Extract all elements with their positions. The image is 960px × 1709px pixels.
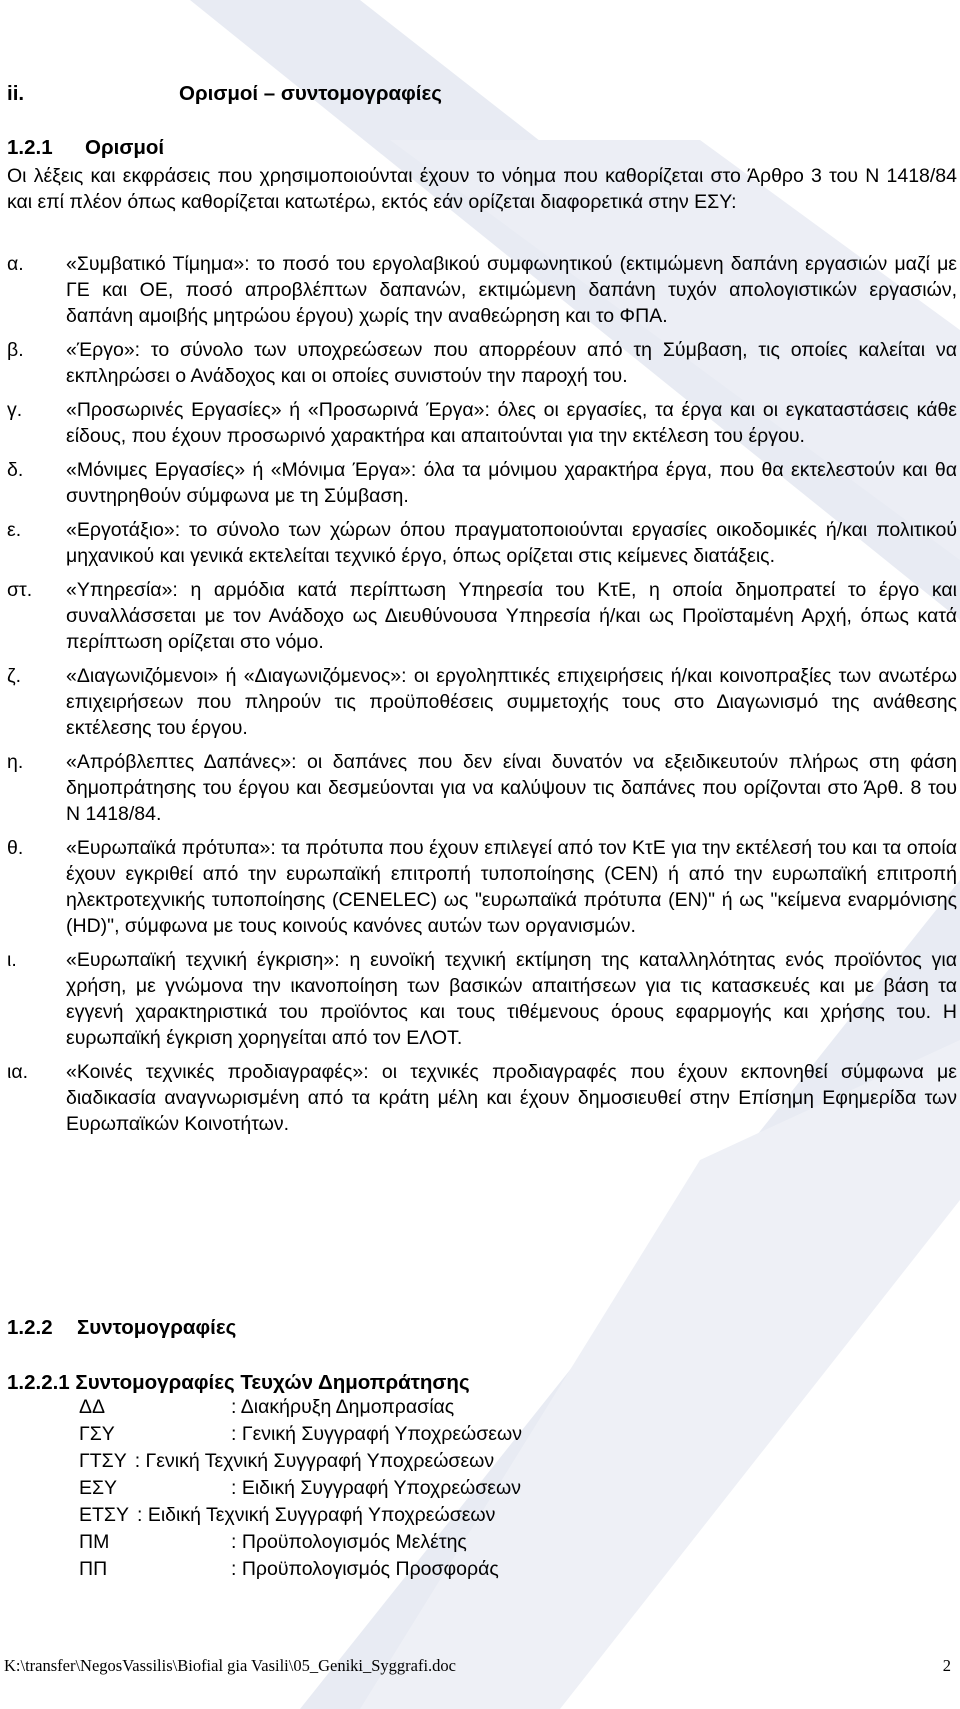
definition-label: θ. bbox=[7, 837, 24, 859]
definition-item bbox=[7, 517, 957, 569]
abbreviations-subheading: 1.2.2.1 Συντομογραφίες Τευχών Δημοπράτησης bbox=[7, 1371, 470, 1394]
abbreviation-code: ΠΠ bbox=[79, 1558, 108, 1580]
definition-label: β. bbox=[7, 339, 24, 361]
definition-item bbox=[7, 947, 957, 1051]
abbreviation-meaning: : Γενική Συγγραφή Υποχρεώσεων bbox=[231, 1423, 522, 1445]
abbreviation-meaning: : Προϋπολογισμός Μελέτης bbox=[231, 1531, 467, 1553]
definition-text: «Έργο»: το σύνολο των υποχρεώσεων που απορρέουν από τη Σύμβαση, τις οποίες καλείται να εκπληρώσει ο Ανάδοχος και οι οποίες συνιστούν την παροχή του. bbox=[66, 339, 957, 387]
definition-label: ι. bbox=[7, 949, 17, 971]
section-heading-title: Ορισμοί – συντομογραφίες bbox=[179, 82, 442, 105]
definition-item bbox=[7, 577, 957, 655]
definition-text: «Μόνιμες Εργασίες» ή «Μόνιμα Έργα»: όλα τα μόνιμου χαρακτήρα έργα, που θα εκτελεστούν και θα συντηρηθούν σύμφωνα με τη Σύμβαση. bbox=[66, 459, 957, 507]
definition-label: δ. bbox=[7, 459, 24, 481]
abbreviation-meaning: : Διακήρυξη Δημοπρασίας bbox=[231, 1396, 455, 1418]
definition-item bbox=[7, 1059, 957, 1137]
abbreviation-code: ΕΤΣΥ bbox=[79, 1504, 129, 1526]
definition-text: «Διαγωνιζόμενοι» ή «Διαγωνιζόμενος»: οι εργοληπτικές επιχειρήσεις ή/και κοινοπραξίες των ανωτέρω επιχειρήσεων που πληρούν τις προϋποθέσεις συμμετοχής τους στο Διαγωνισμό της ανάθεσης εκτέλεσης του έργου. bbox=[66, 665, 957, 739]
footer-page-number: 2 bbox=[942, 1656, 951, 1675]
abbreviation-row bbox=[79, 1502, 495, 1529]
abbreviations-heading bbox=[7, 1316, 236, 1340]
definition-item bbox=[7, 337, 957, 389]
definition-label: γ. bbox=[7, 399, 23, 421]
abbreviation-row bbox=[79, 1448, 495, 1475]
abbreviation-meaning: : Γενική Τεχνική Συγγραφή Υποχρεώσεων bbox=[134, 1450, 495, 1472]
definition-text: «Εργοτάξιο»: το σύνολο των χώρων όπου πραγματοποιούνται εργασίες οικοδομικές ή/και πολιτικού μηχανικού και γενικά εκτελείται τεχνικό έργο, όπως ορίζεται στις κείμενες διατάξεις. bbox=[66, 519, 957, 567]
abbreviation-meaning: : Ειδική Τεχνική Συγγραφή Υποχρεώσεων bbox=[136, 1504, 496, 1526]
definition-item bbox=[7, 749, 957, 827]
definitions-intro: Οι λέξεις και εκφράσεις που χρησιμοποιούνται έχουν το νόημα που καθορίζεται στο Άρθρο 3 του Ν 1418/84 και επί πλέον όπως καθορίζεται κατωτέρω, εκτός εάν ορίζεται διαφορετικά στην ΕΣΥ: bbox=[7, 165, 957, 213]
definitions-number: 1.2.1 bbox=[7, 136, 53, 159]
definition-item bbox=[7, 251, 957, 329]
abbreviation-row bbox=[79, 1475, 521, 1502]
abbreviation-meaning: : Ειδική Συγγραφή Υποχρεώσεων bbox=[231, 1477, 521, 1499]
section-heading-number: ii. bbox=[7, 82, 25, 105]
abbreviation-row bbox=[79, 1529, 495, 1556]
definitions-title: Ορισμοί bbox=[85, 136, 165, 159]
section-heading bbox=[7, 82, 442, 106]
definition-label: η. bbox=[7, 751, 24, 773]
definition-label: ζ. bbox=[7, 665, 22, 687]
definition-item bbox=[7, 835, 957, 939]
abbreviation-code: ΕΣΥ bbox=[79, 1477, 118, 1499]
definition-item bbox=[7, 397, 957, 449]
abbreviations-title: Συντομογραφίες bbox=[77, 1316, 237, 1339]
definition-text: «Ευρωπαϊκή τεχνική έγκριση»: η ευνοϊκή τεχνική εκτίμηση της καταλληλότητας ενός προϊόντος για χρήση, με γνώμονα την ικανοποίηση των βασικών απαιτήσεων για τις κατασκευές και με βάση τα εγγενή χαρακτηριστικά του προϊόντος και τους τιθέμενους όρους εφαρμογής και χρήσης του. Η ευρωπαϊκή έγκριση χορηγείται από τον ΕΛΟΤ. bbox=[66, 949, 957, 1049]
definition-label: ια. bbox=[7, 1061, 29, 1083]
abbreviation-code: ΠΜ bbox=[79, 1531, 110, 1553]
definitions-list bbox=[7, 251, 957, 1145]
definition-label: α. bbox=[7, 253, 24, 275]
definition-text: «Συμβατικό Τίμημα»: το ποσό του εργολαβικού συμφωνητικού (εκτιμώμενη δαπάνη εργασιών μαζί με ΓΕ και ΟΕ, ποσό απροβλέπτων δαπανών, εκτιμώμενη δαπάνη τυχόν απολογιστικών εργασιών, δαπάνη αμοιβής μητρώου έργου) χωρίς την αναθεώρηση και το ΦΠΑ. bbox=[66, 253, 957, 327]
definitions-heading bbox=[7, 136, 164, 160]
definition-text: «Απρόβλεπτες Δαπάνες»: οι δαπάνες που δεν είναι δυνατόν να εξειδικευτούν πλήρως στη φάση δημοπράτησης του έργου και δεσμεύονται για να καλύψουν τις δαπάνες που ορίζονται στο Άρθ. 8 του Ν 1418/84. bbox=[66, 751, 957, 825]
definition-text: «Κοινές τεχνικές προδιαγραφές»: οι τεχνικές προδιαγραφές που έχουν εκπονηθεί σύμφωνα με διαδικασία αναγνωρισμένη από τα κράτη μέλη και έχουν δημοσιευθεί στην Επίσημη Εφημερίδα των Ευρωπαϊκών Κοινοτήτων. bbox=[66, 1061, 957, 1135]
definition-label: ε. bbox=[7, 519, 22, 541]
definition-item bbox=[7, 663, 957, 741]
abbreviation-code: ΓΤΣΥ bbox=[79, 1450, 127, 1472]
footer-file-path: K:\transfer\NegosVassilis\Biofial gia Vasili\05_Geniki_Syggrafi.doc bbox=[4, 1656, 457, 1675]
definition-label: στ. bbox=[7, 579, 33, 601]
abbreviations-number: 1.2.2 bbox=[7, 1316, 53, 1339]
abbreviation-code: ΔΔ bbox=[79, 1396, 106, 1418]
abbreviation-code: ΓΣΥ bbox=[79, 1423, 115, 1445]
abbreviation-row bbox=[79, 1394, 495, 1421]
abbreviations-list bbox=[79, 1394, 522, 1583]
definition-text: «Ευρωπαϊκά πρότυπα»: τα πρότυπα που έχουν επιλεγεί από τον ΚτΕ για την εκτέλεσή του και τα οποία έχουν εγκριθεί από την ευρωπαϊκή επιτροπή τυποποίησης (CEN) ή από την ευρωπαϊκή επιτροπή ηλεκτροτεχνικής τυποποίησης (CENELEC) ως "ευρωπαϊκά πρότυπα (EN)" ή ως "κείμενα εναρμόνισης (HD)", σύμφωνα με τους κοινούς κανόνες αυτών των οργανισμών. bbox=[66, 837, 957, 937]
definition-item bbox=[7, 457, 957, 509]
definition-text: «Προσωρινές Εργασίες» ή «Προσωρινά Έργα»: όλες οι εργασίες, τα έργα και οι εγκαταστάσεις κάθε είδους, που έχουν προσωρινό χαρακτήρα και απαιτούνται για την εκτέλεση του έργου. bbox=[66, 399, 957, 447]
abbreviation-row bbox=[79, 1556, 499, 1583]
definition-text: «Υπηρεσία»: η αρμόδια κατά περίπτωση Υπηρεσία του ΚτΕ, η οποία δημοπρατεί το έργο και συναλλάσσεται με τον Ανάδοχο ως Διευθύνουσα Υπηρεσία ή/και ως Προϊσταμένη Αρχή, όπως κατά περίπτωση ορίζεται στο νόμο. bbox=[66, 579, 957, 653]
abbreviation-row bbox=[79, 1421, 522, 1448]
abbreviation-meaning: : Προϋπολογισμός Προσφοράς bbox=[231, 1558, 499, 1580]
